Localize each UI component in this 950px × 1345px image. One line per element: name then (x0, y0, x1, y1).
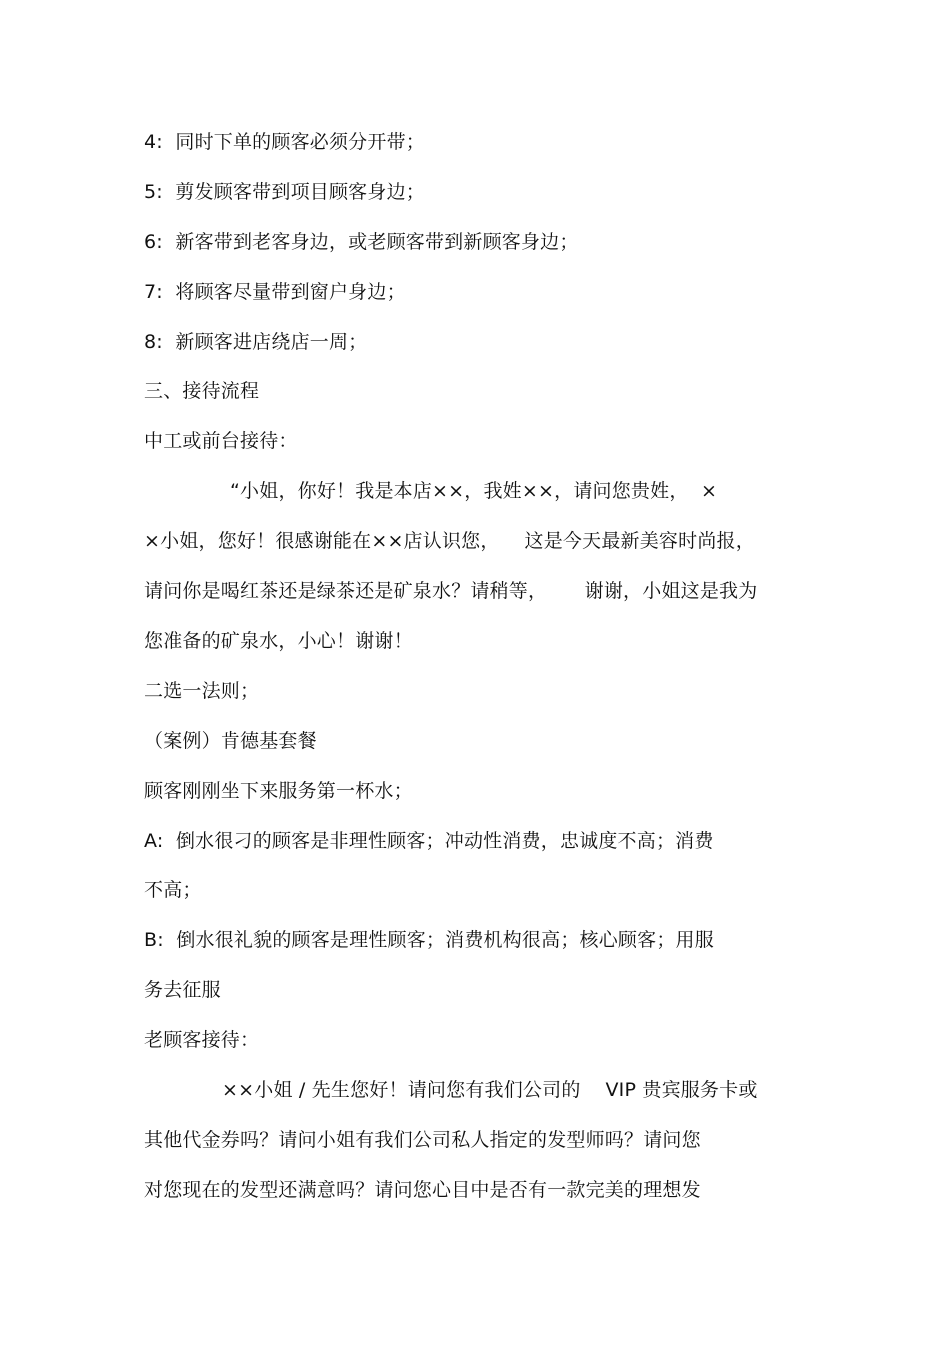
greeting-paragraph-line-3: 请问你是喝红茶还是绿茶还是矿泉水？请稍等， 谢谢，小姐这是我为 (144, 580, 758, 602)
returning-paragraph-line-1: ××小姐 / 先生您好！请问您有我们公司的 VIP 贵宾服务卡或 (222, 1079, 758, 1101)
greeting-paragraph-line-1: “小姐，你好！我是本店××，我姓××，请问您贵姓， × (230, 480, 718, 502)
subheading-two-choice-rule: 二选一法则； (144, 680, 260, 702)
rule-5-text: 5: 剪发顾客带到项目顾客身边； (144, 181, 425, 203)
case-example-text: （案例）肯德基套餐 (144, 730, 317, 752)
point-b-line-1: B: 倒水很礼貌的顾客是理性顾客；消费机构很高；核心顾客；用服 (144, 929, 714, 951)
point-b-line-2: 务去征服 (144, 979, 221, 1001)
rule-7-text: 7: 将顾客尽量带到窗户身边； (144, 281, 406, 303)
subheading-returning-customer-reception: 老顾客接待： (144, 1029, 260, 1051)
first-water-service-text: 顾客刚刚坐下来服务第一杯水； (144, 780, 413, 802)
returning-paragraph-line-2: 其他代金券吗？请问小姐有我们公司私人指定的发型师吗？请问您 (144, 1129, 701, 1151)
section-heading-reception-process: 三、接待流程 (144, 380, 260, 402)
rule-8-text: 8: 新顾客进店绕店一周； (144, 331, 368, 353)
greeting-paragraph-line-4: 您准备的矿泉水，小心！谢谢！ (144, 630, 413, 652)
rule-6-text: 6: 新客带到老客身边，或老顾客带到新顾客身边； (144, 231, 579, 253)
returning-paragraph-line-3: 对您现在的发型还满意吗？请问您心目中是否有一款完美的理想发 (144, 1179, 701, 1201)
rule-4-text: 4: 同时下单的顾客必须分开带； (144, 131, 425, 153)
point-a-line-1: A: 倒水很刁的顾客是非理性顾客；冲动性消费，忠诚度不高；消费 (144, 830, 714, 852)
point-a-line-2: 不高； (144, 879, 202, 901)
greeting-paragraph-line-2: ×小姐，您好！很感谢能在××店认识您， 这是今天最新美容时尚报， (144, 530, 755, 552)
subheading-front-desk-reception: 中工或前台接待： (144, 430, 298, 452)
